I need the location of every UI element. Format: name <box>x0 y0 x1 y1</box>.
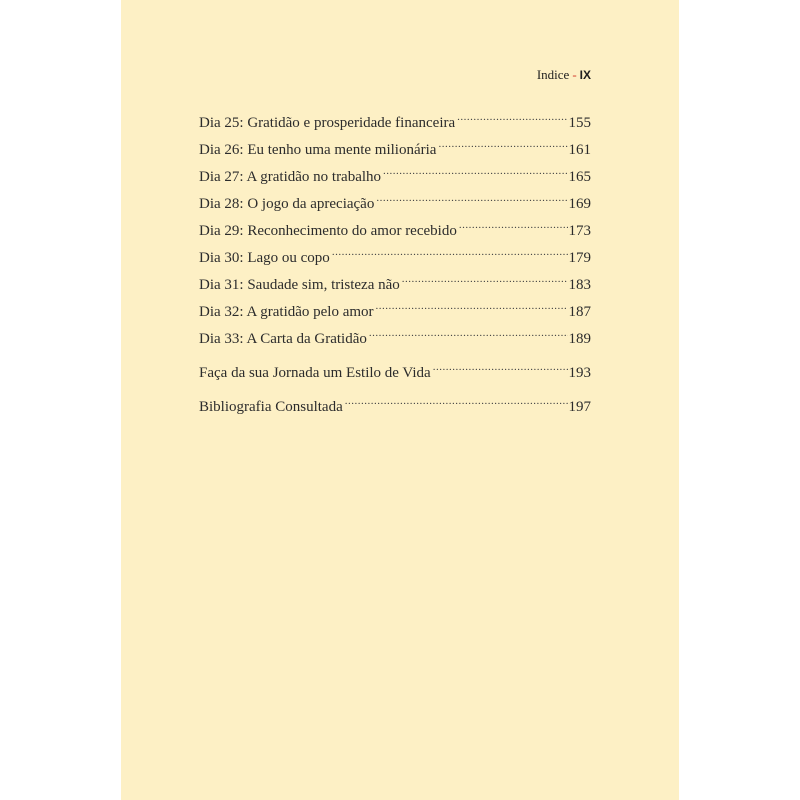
toc-entry-title: Dia 25: Gratidão e prosperidade financeira <box>199 115 456 131</box>
toc-entry-page: 179 <box>568 250 591 266</box>
toc-entry-title: Dia 33: A Carta da Gratidão <box>199 331 367 347</box>
toc-entry <box>199 100 591 131</box>
toc-entry-page: 155 <box>568 115 591 131</box>
toc-entry-page: 187 <box>568 304 591 320</box>
toc-entry <box>199 350 591 381</box>
toc-leader-dots <box>369 316 568 343</box>
book-page <box>121 0 679 800</box>
toc-leader-dots <box>438 127 567 154</box>
toc-entry-title: Dia 29: Reconhecimento do amor recebido <box>199 223 457 239</box>
toc-entry-title: Dia 30: Lago ou copo <box>199 250 330 266</box>
toc-entry-title: Dia 32: A gratidão pelo amor <box>199 304 374 320</box>
toc-entry-title: Faça da sua Jornada um Estilo de Vida <box>199 365 431 381</box>
toc-entry-title: Dia 28: O jogo da apreciação <box>199 196 375 212</box>
toc-entry-title: Dia 26: Eu tenho uma mente milionária <box>199 142 437 158</box>
running-header-page-number: IX <box>579 68 591 82</box>
toc-leader-dots <box>433 350 568 377</box>
toc-entry-page: 197 <box>568 399 591 415</box>
toc-entry-page: 165 <box>568 169 591 185</box>
toc-leader-dots <box>459 208 568 235</box>
toc-entry-title: Bibliografia Consultada <box>199 399 343 415</box>
toc-entry-title: Dia 31: Saudade sim, tristeza não <box>199 277 400 293</box>
toc-leader-dots <box>332 235 568 262</box>
toc-entry-page: 193 <box>568 365 591 381</box>
toc-entry-page: 169 <box>568 196 591 212</box>
toc-leader-dots <box>457 100 567 127</box>
toc-entry-page: 173 <box>568 223 591 239</box>
toc-entry-page: 183 <box>568 277 591 293</box>
toc-leader-dots <box>402 262 568 289</box>
toc-entry-title: Dia 27: A gratidão no trabalho <box>199 169 382 185</box>
running-header-section: Indice <box>536 67 570 82</box>
running-header-separator: - <box>572 67 577 82</box>
toc-leader-dots <box>383 154 567 181</box>
running-header <box>537 67 591 83</box>
toc-leader-dots <box>376 181 567 208</box>
toc-leader-dots <box>376 289 568 316</box>
toc-entry <box>199 384 591 415</box>
toc-leader-dots <box>345 384 568 411</box>
table-of-contents <box>199 100 591 415</box>
toc-entry-page: 189 <box>568 331 591 347</box>
toc-entry-page: 161 <box>568 142 591 158</box>
